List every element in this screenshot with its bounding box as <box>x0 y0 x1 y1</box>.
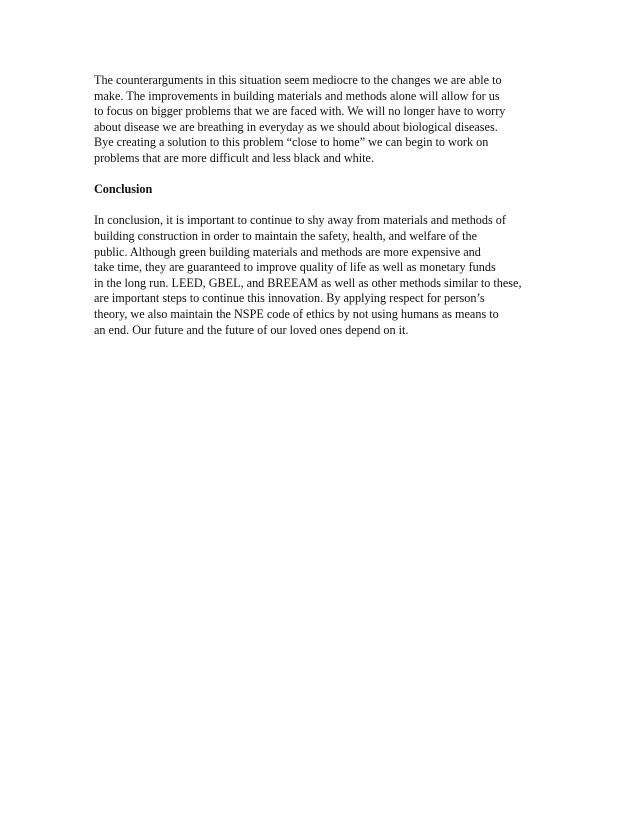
text-line: building construction in order to maintain the safety, health, and welfare of the <box>94 228 477 243</box>
text-line: in the long run. LEED, GBEL, and BREEAM as well as other methods similar to these, <box>94 275 522 290</box>
text-line: public. Although green building materials and methods are more expensive and <box>94 244 481 259</box>
counterarguments-paragraph <box>94 73 554 167</box>
text-line: make. The improvements in building materials and methods alone will allow for us <box>94 88 500 103</box>
text-line: theory, we also maintain the NSPE code of ethics by not using humans as means to <box>94 306 499 321</box>
text-line: In conclusion, it is important to continue to shy away from materials and methods of <box>94 213 506 228</box>
text-line: are important steps to continue this innovation. By applying respect for person’s <box>94 291 485 306</box>
text-line: The counterarguments in this situation seem mediocre to the changes we are able to <box>94 73 502 87</box>
conclusion-heading: Conclusion <box>94 182 153 197</box>
text-line: Bye creating a solution to this problem “close to home” we can begin to work on <box>94 135 489 150</box>
text-line: an end. Our future and the future of our loved ones depend on it. <box>94 322 409 337</box>
text-line: to focus on bigger problems that we are faced with. We will no longer have to worry <box>94 104 506 119</box>
text-line: problems that are more difficult and less black and white. <box>94 150 375 165</box>
text-line: take time, they are guaranteed to improve quality of life as well as monetary funds <box>94 260 496 275</box>
conclusion-paragraph <box>94 213 554 338</box>
document-page <box>94 73 554 354</box>
text-line: about disease we are breathing in everyday as we should about biological diseases. <box>94 119 498 134</box>
